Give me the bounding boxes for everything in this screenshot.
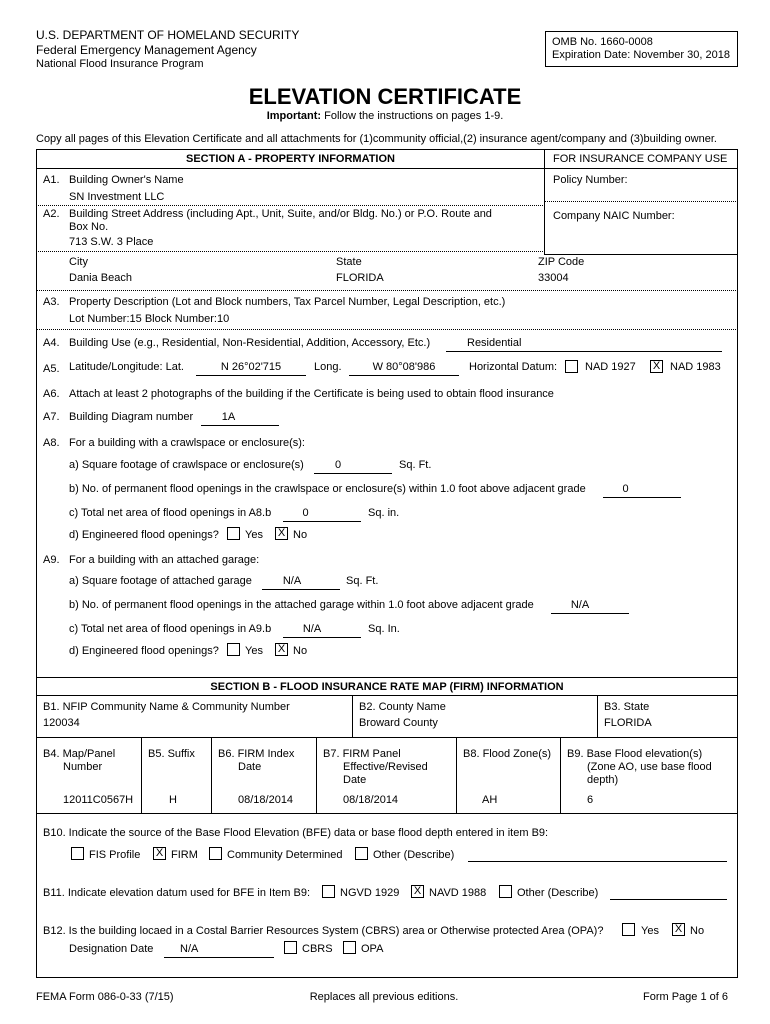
opa-checkbox[interactable] (343, 941, 356, 954)
zip-value[interactable]: 33004 (538, 272, 569, 284)
a8-num: A8. (43, 437, 60, 449)
a9-label: For a building with an attached garage: (69, 554, 260, 566)
b3-value[interactable]: FLORIDA (604, 717, 652, 729)
a1-label: Building Owner's Name (69, 174, 184, 186)
grid-line (316, 737, 317, 813)
a9c-value[interactable]: N/A (302, 623, 322, 635)
underline (551, 613, 629, 614)
a8a-label: a) Square footage of crawlspace or enclosure(s) (69, 459, 304, 471)
b4-value[interactable]: 12011C0567H (63, 794, 134, 806)
state-value[interactable]: FLORIDA (336, 272, 384, 284)
longitude-value[interactable]: W 80°08'986 (372, 361, 436, 373)
b6-label-line2: Date (238, 761, 262, 773)
a9a-unit: Sq. Ft. (346, 575, 379, 587)
a3-value[interactable]: Lot Number:15 Block Number:10 (69, 313, 230, 325)
a4-num: A4. (43, 337, 60, 349)
b3-label: B3. State (604, 701, 650, 713)
agency-name: Federal Emergency Management Agency (36, 43, 257, 57)
b7-label-line3: Date (343, 774, 367, 786)
cbrs-checkbox[interactable] (284, 941, 297, 954)
grid-line (597, 695, 598, 737)
grid-line (560, 737, 561, 813)
nad1927-checkbox[interactable] (565, 360, 578, 373)
rule (36, 695, 738, 696)
underline (201, 425, 279, 426)
important-text: Follow the instructions on pages 1-9. (324, 110, 504, 122)
grid-line (352, 695, 353, 737)
a9d-no-checkbox[interactable]: X (275, 643, 288, 656)
copy-note: Copy all pages of this Elevation Certificate and all attachments for (1)community official,(2) insurance agent/company and (3)building owner. (36, 133, 717, 145)
b11-other-input[interactable] (610, 899, 727, 900)
rule (36, 329, 738, 330)
b7-label-line2: Effective/Revised (343, 761, 428, 773)
grid-line (141, 737, 142, 813)
b5-value[interactable]: H (169, 794, 177, 806)
b2-label: B2. County Name (359, 701, 446, 713)
page-title: ELEVATION CERTIFICATE (248, 84, 522, 109)
replaces-note: Replaces all previous editions. (309, 991, 459, 1003)
a7-value[interactable]: 1A (221, 411, 236, 423)
b10-community-checkbox[interactable] (209, 847, 222, 860)
b9-label-line3: depth) (587, 774, 619, 786)
a2-num: A2. (43, 208, 60, 220)
a9c-label: c) Total net area of flood openings in A9.b (69, 623, 272, 635)
grid-line (211, 737, 212, 813)
grid-line (456, 737, 457, 813)
form-id: FEMA Form 086-0-33 (7/15) (36, 991, 174, 1003)
nad1983-label: NAD 1983 (670, 361, 721, 373)
dept-name: U.S. DEPARTMENT OF HOMELAND SECURITY (36, 28, 300, 42)
b2-value[interactable]: Broward County (359, 717, 438, 729)
b9-label-line1: B9. Base Flood elevation(s) (567, 748, 703, 760)
expiration-date: Expiration Date: November 30, 2018 (552, 49, 730, 61)
a9c-unit: Sq. In. (368, 623, 400, 635)
b12-label: B12. Is the building locaed in a Costal Barrier Resources System (CBRS) area or Otherwise protected Area (OPA)? (43, 925, 604, 937)
nad1927-label: NAD 1927 (585, 361, 636, 373)
a8c-unit: Sq. in. (368, 507, 400, 519)
b5-label: B5. Suffix (148, 748, 195, 760)
b10-other-checkbox[interactable] (355, 847, 368, 860)
a9-num: A9. (43, 554, 60, 566)
city-label: City (69, 256, 88, 268)
underline (349, 375, 459, 376)
a5-label: Latitude/Longitude: Lat. (69, 361, 184, 373)
a8b-value[interactable]: 0 (622, 483, 629, 495)
a9b-value[interactable]: N/A (570, 599, 590, 611)
designation-date-value[interactable]: N/A (180, 943, 199, 955)
a2-label-line2: Box No. (69, 221, 109, 233)
a9d-yes-label: Yes (245, 645, 263, 657)
b4-label-line2: Number (63, 761, 103, 773)
b10-fis-checkbox[interactable] (71, 847, 84, 860)
underline (164, 957, 274, 958)
a8d-no-label: No (293, 529, 308, 541)
b1-label: B1. NFIP Community Name & Community Number (43, 701, 290, 713)
b11-navd-label: NAVD 1988 (429, 887, 487, 899)
a2-value[interactable]: 713 S.W. 3 Place (69, 236, 154, 248)
cbrs-label: CBRS (302, 943, 333, 955)
section-a-divider (544, 149, 545, 255)
a2-label-line1: Building Street Address (including Apt., Unit, Suite, and/or Bldg. No.) or P.O. Route and (69, 208, 492, 220)
nad1983-checkbox[interactable]: X (650, 360, 663, 373)
b10-other-input[interactable] (468, 861, 727, 862)
a8b-label: b) No. of permanent flood openings in the crawlspace or enclosure(s) within 1.0 foot above adjacent grade (69, 483, 586, 495)
b12-yes-checkbox[interactable] (622, 923, 635, 936)
a1-num: A1. (43, 174, 60, 186)
designation-date-label: Designation Date (69, 943, 154, 955)
b9-label-line2: (Zone AO, use base flood (587, 761, 712, 773)
b8-value[interactable]: AH (482, 794, 498, 806)
a8a-unit: Sq. Ft. (399, 459, 432, 471)
b10-community-label: Community Determined (227, 849, 343, 861)
b6-value[interactable]: 08/18/2014 (238, 794, 294, 806)
important-note (0, 110, 770, 122)
a8c-value[interactable]: 0 (302, 507, 309, 519)
b10-label: B10. Indicate the source of the Base Flood Elevation (BFE) data or base flood depth entered in item B9: (43, 827, 549, 839)
b10-firm-checkbox[interactable]: X (153, 847, 166, 860)
underline (283, 637, 361, 638)
a6-label: Attach at least 2 photographs of the building if the Certificate is being used to obtain flood insurance (69, 388, 554, 400)
page-number: Form Page 1 of 6 (643, 991, 728, 1003)
longitude-label: Long. (314, 361, 342, 373)
a8d-yes-label: Yes (245, 529, 263, 541)
program-name: National Flood Insurance Program (36, 58, 204, 70)
underline (262, 589, 340, 590)
a7-num: A7. (43, 411, 60, 423)
rule (36, 813, 738, 814)
datum-label: Horizontal Datum: (469, 361, 558, 373)
b11-ngvd-label: NGVD 1929 (340, 887, 400, 899)
insurance-use-label: FOR INSURANCE COMPANY USE (553, 153, 728, 165)
rule (36, 205, 545, 206)
b12-no-label: No (690, 925, 705, 937)
a3-num: A3. (43, 296, 60, 308)
section-b-title: SECTION B - FLOOD INSURANCE RATE MAP (FIRM) INFORMATION (210, 681, 564, 693)
underline (196, 375, 306, 376)
b7-label-line1: B7. FIRM Panel (323, 748, 401, 760)
a9d-label: d) Engineered flood openings? (69, 645, 219, 657)
omb-number: OMB No. 1660-0008 (552, 36, 653, 48)
a6-num: A6. (43, 388, 60, 400)
b12-no-checkbox[interactable]: X (672, 923, 685, 936)
a3-label: Property Description (Lot and Block numbers, Tax Parcel Number, Legal Description, etc.) (69, 296, 506, 308)
b11-other-checkbox[interactable] (499, 885, 512, 898)
rule (36, 251, 545, 252)
a8d-yes-checkbox[interactable] (227, 527, 240, 540)
important-label: Important: (266, 110, 322, 122)
b11-ngvd-checkbox[interactable] (322, 885, 335, 898)
a4-value[interactable]: Residential (467, 337, 522, 349)
b6-label-line1: B6. FIRM Index (218, 748, 295, 760)
a9a-label: a) Square footage of attached garage (69, 575, 252, 587)
underline (603, 497, 681, 498)
rule (36, 168, 738, 169)
b11-navd-checkbox[interactable]: X (411, 885, 424, 898)
b1-value[interactable]: 120034 (43, 717, 80, 729)
a9d-no-label: No (293, 645, 308, 657)
b11-label: B11. Indicate elevation datum used for BFE in Item B9: (43, 887, 310, 899)
a8d-label: d) Engineered flood openings? (69, 529, 219, 541)
a9a-value[interactable]: N/A (282, 575, 302, 587)
a5-num: A5. (43, 363, 60, 375)
naic-label: Company NAIC Number: (553, 210, 675, 222)
omb-box (545, 31, 738, 67)
a8d-no-checkbox[interactable]: X (275, 527, 288, 540)
underline (314, 473, 392, 474)
b10-firm-label: FIRM (171, 849, 198, 861)
b11-other-label: Other (Describe) (517, 887, 599, 899)
underline (283, 521, 361, 522)
latitude-value[interactable]: N 26°02'715 (220, 361, 282, 373)
b9-value[interactable]: 6 (587, 794, 594, 806)
rule (545, 201, 738, 202)
a9b-label: b) No. of permanent flood openings in the attached garage within 1.0 foot above adjacent grade (69, 599, 534, 611)
a9d-yes-checkbox[interactable] (227, 643, 240, 656)
rule (36, 677, 738, 678)
policy-number-label: Policy Number: (553, 174, 628, 186)
a8c-label: c) Total net area of flood openings in A8.b (69, 507, 272, 519)
a1-value[interactable]: SN Investment LLC (69, 191, 165, 203)
rule (544, 254, 738, 255)
zip-label: ZIP Code (538, 256, 585, 268)
state-label: State (336, 256, 362, 268)
underline (446, 351, 722, 352)
a4-label: Building Use (e.g., Residential, Non-Residential, Addition, Accessory, Etc.) (69, 337, 431, 349)
b4-label-line1: B4. Map/Panel (43, 748, 116, 760)
a7-label: Building Diagram number (69, 411, 194, 423)
b8-label: B8. Flood Zone(s) (463, 748, 552, 760)
rule (36, 290, 738, 291)
opa-label: OPA (361, 943, 384, 955)
b10-fis-label: FIS Profile (89, 849, 141, 861)
a8a-value[interactable]: 0 (334, 459, 342, 471)
city-value[interactable]: Dania Beach (69, 272, 132, 284)
section-a-title: SECTION A - PROPERTY INFORMATION (185, 153, 395, 165)
b12-yes-label: Yes (641, 925, 659, 937)
b10-other-label: Other (Describe) (373, 849, 455, 861)
a8-label: For a building with a crawlspace or enclosure(s): (69, 437, 305, 449)
b7-value[interactable]: 08/18/2014 (343, 794, 399, 806)
